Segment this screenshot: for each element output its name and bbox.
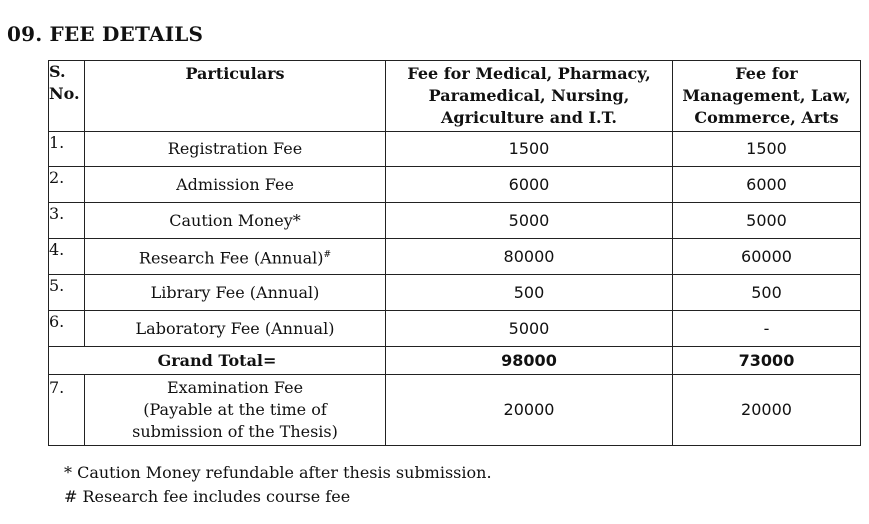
row-medical-fee: 5000: [386, 203, 673, 239]
row-management-fee: 6000: [673, 167, 861, 203]
row-medical-fee: 5000: [386, 311, 673, 347]
row-sno: 5.: [49, 275, 85, 311]
row-medical-fee: 500: [386, 275, 673, 311]
row-medical-fee: 80000: [386, 239, 673, 275]
exam-line-3: submission of the Thesis): [132, 422, 338, 441]
footnote-caution: * Caution Money refundable after thesis submission.: [64, 463, 492, 482]
row-sno: 6.: [49, 311, 85, 347]
row-management-fee: 500: [673, 275, 861, 311]
row-sno: 3.: [49, 203, 85, 239]
grand-total-row: [49, 347, 861, 375]
header-particulars: Particulars: [85, 61, 386, 132]
section-title: 09. FEE DETAILS: [7, 22, 204, 46]
row-particulars: Caution Money*: [85, 203, 386, 239]
grand-total-label: Grand Total=: [49, 347, 386, 375]
footnote-research: # Research fee includes course fee: [64, 487, 351, 506]
header-management-fee: Fee for Management, Law, Commerce, Arts: [673, 61, 861, 132]
row-medical-fee: 6000: [386, 167, 673, 203]
table-row: [49, 239, 861, 275]
row-particulars: [85, 375, 386, 446]
header-medical-fee: Fee for Medical, Pharmacy, Paramedical, Nursing, Agriculture and I.T.: [386, 61, 673, 132]
row-medical-fee: 1500: [386, 132, 673, 167]
row-management-fee: 60000: [673, 239, 861, 275]
table-row: [49, 203, 861, 239]
row-medical-fee: 20000: [386, 375, 673, 446]
fee-table: [48, 60, 861, 446]
table-row: [49, 275, 861, 311]
row-management-fee: 1500: [673, 132, 861, 167]
header-sno: S. No.: [49, 61, 85, 132]
row-sno: 1.: [49, 132, 85, 167]
row-sno: 4.: [49, 239, 85, 275]
row-sno: 2.: [49, 167, 85, 203]
row-particulars: Registration Fee: [85, 132, 386, 167]
footnote-marker: #: [323, 249, 332, 260]
examination-row: [49, 375, 861, 446]
table-row: [49, 167, 861, 203]
grand-total-medical: 98000: [386, 347, 673, 375]
row-particulars-text: Research Fee (Annual): [138, 248, 324, 268]
exam-line-2: (Payable at the time of: [143, 400, 327, 419]
table-header-row: [49, 61, 861, 132]
row-management-fee: 20000: [673, 375, 861, 446]
grand-total-management: 73000: [673, 347, 861, 375]
footnotes: [64, 461, 492, 509]
row-particulars: Laboratory Fee (Annual): [85, 311, 386, 347]
table-row: [49, 132, 861, 167]
row-particulars: Admission Fee: [85, 167, 386, 203]
row-management-fee: 5000: [673, 203, 861, 239]
table-row: [49, 311, 861, 347]
row-particulars: Library Fee (Annual): [85, 275, 386, 311]
row-particulars: [85, 239, 386, 275]
row-sno: 7.: [49, 375, 85, 446]
row-management-fee: -: [673, 311, 861, 347]
exam-line-1: Examination Fee: [166, 378, 304, 397]
